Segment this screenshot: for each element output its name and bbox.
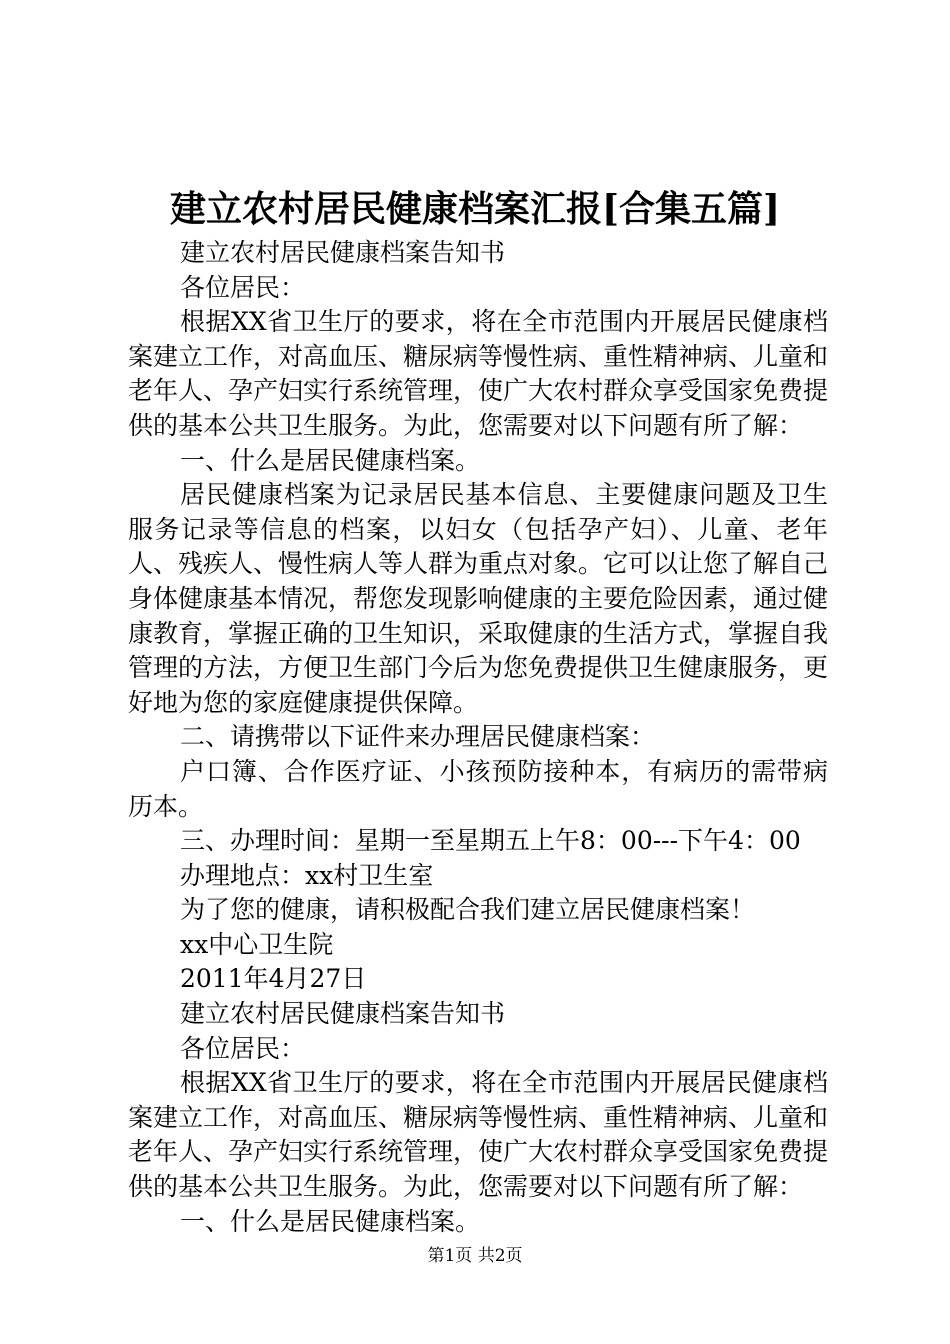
page-number-footer: 第1页 共2页 [427, 1246, 523, 1266]
paragraph-issuer: xx中心卫生院 [180, 929, 334, 959]
paragraph-notice-heading: 建立农村居民健康档案告知书 [180, 238, 506, 267]
paragraph-definition: 居民健康档案为记录居民基本信息、主要健康问题及卫生服务记录等信息的档案，以妇女（包括孕产妇）、儿童、老年人、残疾人、慢性病人等人群为重点对象。它可以让您了解自己身体健康基本情况，帮您发现影响健康的主要危险因素，通过健康教育，掌握正确的卫生知识，采取健康的生活方式，掌握自我管理的方法，方便卫生部门今后为您免费提供卫生健康服务，更好地为您的家庭健康提供保障。 [128, 480, 829, 717]
paragraph-location: 办理地点：xx村卫生室 [180, 860, 434, 890]
document-body [128, 236, 828, 1239]
paragraph-hours: 三、办理时间：星期一至星期五上午8：00---下午4：00 [180, 826, 801, 856]
paragraph-date: 2011年4月27日 [180, 964, 367, 994]
paragraph-section-one: 一、什么是居民健康档案。 [180, 445, 481, 475]
paragraph-intro: 根据XX省卫生厅的要求，将在全市范围内开展居民健康档案建立工作，对高血压、糖尿病等慢性病、重性精神病、儿童和老年人、孕产妇实行系统管理，使广大农村群众享受国家免费提供的基本公共卫生服务。为此，您需要对以下问题有所了解： [128, 307, 829, 440]
paragraph-notice-heading-2: 建立农村居民健康档案告知书 [180, 999, 506, 1029]
paragraph-section-two: 二、请携带以下证件来办理居民健康档案： [180, 722, 656, 752]
document-title: 建立农村居民健康档案汇报[合集五篇] [169, 188, 781, 230]
paragraph-salutation-2: 各位居民： [180, 1033, 306, 1063]
paragraph-documents: 户口簿、合作医疗证、小孩预防接种本，有病历的需带病历本。 [128, 756, 828, 821]
paragraph-appeal: 为了您的健康，请积极配合我们建立居民健康档案！ [180, 895, 756, 925]
paragraph-intro-2: 根据XX省卫生厅的要求，将在全市范围内开展居民健康档案建立工作，对高血压、糖尿病等慢性病、重性精神病、儿童和老年人、孕产妇实行系统管理，使广大农村群众享受国家免费提供的基本公共卫生服务。为此，您需要对以下问题有所了解： [128, 1068, 829, 1202]
paragraph-section-one-2: 一、什么是居民健康档案。 [180, 1206, 481, 1236]
paragraph-salutation: 各位居民： [180, 272, 306, 302]
